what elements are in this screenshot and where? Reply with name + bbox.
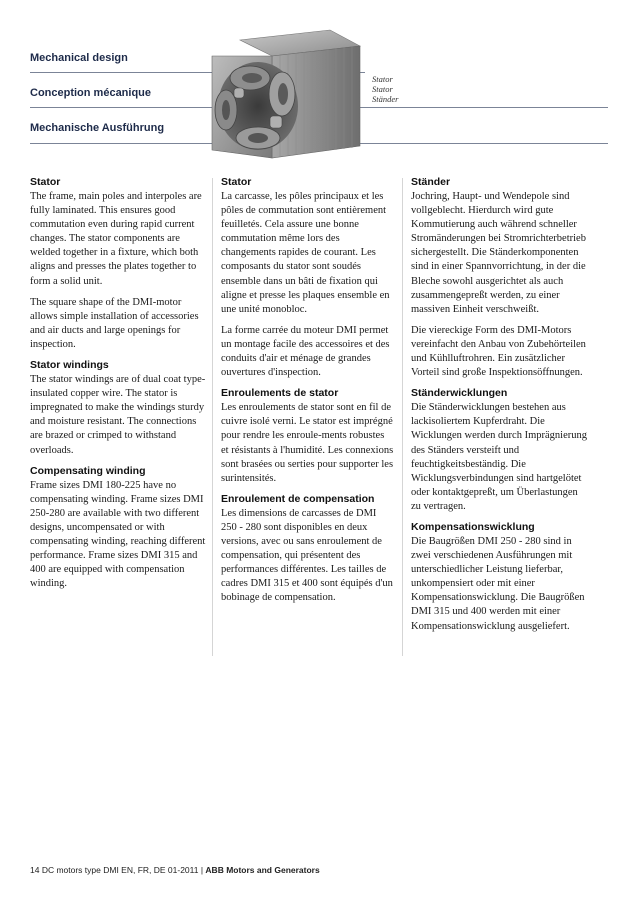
section-heading: Stator windings (30, 359, 109, 372)
body-paragraph: Die Baugrößen DMI 250 - 280 sind in zwei verschiedenen Ausführungen mit unterschiedlicher Leistung lieferbar, unkompensiert oder mit einer Kompensationswicklung. Die Baugrößen DMI 315 und 400 werden mit einer Kompensationswicklung ausgeliefert. (411, 535, 585, 632)
section-heading: Ständerwicklungen (411, 387, 508, 400)
column-english (30, 176, 207, 598)
page-footer (30, 865, 320, 875)
section-heading: Ständer (411, 176, 451, 188)
section-heading: Kompensationswicklung (411, 520, 535, 533)
stator-illustration (210, 28, 370, 163)
column-divider (402, 178, 403, 656)
figure-caption (372, 74, 398, 104)
body-paragraph: The square shape of the DMI-motor allows simple installation of accessories and air ducts and large openings for inspection. (30, 296, 199, 350)
body-paragraph: La carcasse, les pôles principaux et les pôles de commutation sont entièrement feuilletés. Cela assure une bonne commutation même lors des changements rapides de courant. Les composants du stator sont soudés ensemble dans un bâti de fixation qui aligne et presse les plaques ensemble en une unité monobloc. (221, 191, 390, 315)
body-paragraph: Die viereckige Form des DMI-Motors vereinfacht den Anbau von Zubehörteilen und Kühlluftrohren. Ein zusätzlicher Vorteil sind große Inspektionsöffnungen. (411, 324, 586, 379)
body-paragraph: Les enroulements de stator sont en fil de cuivre isolé verni. Le stator est imprégné pour rendre les enroule-ments robustes et résistants à l'humidité. Les connexions sont brasées ou serties pour supporter les surintensités. (221, 402, 394, 484)
body-paragraph: Les dimensions de carcasses de DMI 250 - 280 sont disponibles en deux versions, avec ou sans enroulement de compensation, qui présentent des performances différentes. Les tailles de cadres DMI 315 et 400 sont équipés d'un bobinage de compensation. (221, 507, 393, 604)
caption-line-de: Ständer (372, 94, 399, 104)
title-english: Mechanical design (30, 52, 128, 64)
body-paragraph: Frame sizes DMI 180-225 have no compensating winding. Frame sizes DMI 250-280 are available with two different designs, uncompensated or with compensating winding, reaching different performance. Frame sizes DMI 315 and 400 are equipped with compensation winding. (30, 479, 206, 590)
section-heading: Compensating winding (30, 464, 146, 477)
column-divider (212, 178, 213, 656)
section-heading: Stator (221, 176, 252, 188)
section-heading: Stator (30, 176, 61, 188)
column-german (411, 176, 587, 641)
title-german: Mechanische Ausführung (30, 122, 165, 134)
title-french: Conception mécanique (30, 87, 152, 99)
body-paragraph: The stator windings are of dual coat type-insulated copper wire. The stator is impregnated to make the windings sturdy and moisture resistant. The connections are brazed or crimped to withstand overloads. (30, 374, 206, 456)
body-paragraph: Die Ständerwicklungen bestehen aus lackisoliertem Kupferdraht. Die Wicklungen werden durch Imprägnierung des Ständers versteift und feuchtigkeitsbeständig. Die Wicklungsverbindungen sind hartgelötet oder kontaktgepreßt, um Überlastungen zu vertragen. (411, 402, 587, 512)
section-heading: Enroulement de compensation (221, 492, 375, 505)
section-heading: Enroulements de stator (221, 387, 339, 400)
body-paragraph: Jochring, Haupt- und Wendepole sind vollgeblecht. Hierdurch wird gute Kommutierung auch während schneller Stromänderungen bei Stromrichterbetrieb sichergestellt. Die Ständerkomponenten sind in einer Spannvorrichtung, in der die Bleche sowohl ausgerichtet als auch zusammengepreßt werden, zu einer massiven Einheit verschweißt. (411, 191, 586, 315)
body-paragraph: The frame, main poles and interpoles are fully laminated. This ensures good commutation even during rapid current changes. The stator components are welded together in a fixture, which both aligns and presses the plates together to form a solid unit. (30, 191, 202, 287)
footer-brand: ABB Motors and Generators (205, 865, 320, 875)
caption-line-fr: Stator (372, 84, 393, 94)
caption-line-en: Stator (372, 74, 393, 84)
footer-page-ref: 14 DC motors type DMI EN, FR, DE 01-2011 (30, 865, 199, 875)
body-paragraph: La forme carrée du moteur DMI permet un montage facile des accessoires et des conduits d'air et ménage de grandes ouvertures d'inspection. (221, 324, 390, 379)
column-french (221, 176, 394, 612)
footer-separator: | (198, 865, 206, 875)
